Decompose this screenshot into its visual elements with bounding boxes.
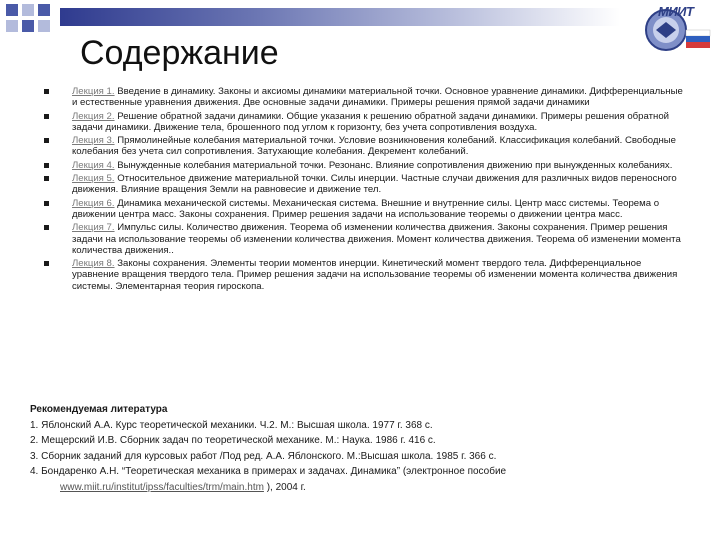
lecture-5-text: Относительное движение материальной точки. Силы инерции. Частные случаи движения для различных видов переносного движения. Влияние вращения Земли на равновесие и движение тел.	[72, 173, 677, 196]
list-item	[38, 198, 688, 220]
lecture-6-text: Динамика механической системы. Механическая система. Внешние и внутренние силы. Центр масс системы. Теорема о движении центра масс. Законы сохранения. Пример решения задачи на использование теоремы о движении центра масс.	[72, 197, 660, 220]
list-item	[38, 135, 688, 157]
literature-item: 3. Сборник заданий для курсовых работ /Под ред. А.А. Яблонского. М.:Высшая школа. 1985 г. 366 с.	[30, 450, 497, 462]
lecture-2-link[interactable]: Лекция 2.	[72, 110, 115, 122]
lecture-3-link[interactable]: Лекция 3.	[72, 135, 115, 147]
lecture-5-link[interactable]: Лекция 5.	[72, 173, 115, 185]
lecture-2-text: Решение обратной задачи динамики. Общие указания к решению обратной задачи динамики. Примеры решения обратной задачи динамики. Движение тела, брошенного под углом к горизонту, без учета сопротивления воздуха.	[72, 110, 670, 133]
bullet-icon	[44, 225, 49, 230]
bullet-icon	[44, 138, 49, 143]
bullet-icon	[44, 114, 49, 119]
literature-item: 4. Бондаренко А.Н. “Теоретическая механика в примерах и задачах. Динамика” (электронное пособие	[30, 466, 507, 477]
lecture-3-text: Прямолинейные колебания материальной точки. Условие возникновения колебаний. Классификация колебаний. Свободные колебания без учета сил сопротивления. Затухающие колебания. Декремент колебаний.	[72, 135, 677, 158]
list-item	[38, 173, 688, 195]
deco-square	[38, 4, 50, 16]
bullet-icon	[44, 261, 49, 266]
lecture-1-link[interactable]: Лекция 1.	[72, 86, 115, 97]
logo-text: МИИТ	[658, 4, 694, 19]
decorative-squares	[0, 0, 60, 40]
lecture-1-text: Введение в динамику. Законы и аксиомы динамики материальной точки. Основное уравнение динамики. Дифференциальные и естественные уравнения движения. Две основные задачи динамики. Примеры решения прямой задачи динамики	[72, 86, 683, 109]
literature-url-link[interactable]: www.miit.ru/institut/ipss/faculties/trm/main.htm	[60, 481, 264, 493]
deco-square	[38, 20, 50, 32]
deco-square	[22, 4, 34, 16]
literature-item: 2. Мещерский И.В. Сборник задач по теоретической механике. М.: Наука. 1986 г. 416 с.	[30, 435, 436, 446]
deco-square	[6, 20, 18, 32]
literature-heading: Рекомендуемая литература	[30, 404, 168, 415]
list-item	[38, 86, 688, 108]
lecture-8-text: Законы сохранения. Элементы теории моментов инерции. Кинетический момент твердого тела. Дифференциальное уравнение вращения твердого тела. Пример решения задачи на использование теоремы об изменении момента количества движения системы. Элементарная теория гироскопа.	[72, 258, 678, 292]
bullet-icon	[44, 201, 49, 206]
list-item	[38, 160, 688, 171]
lecture-4-link[interactable]: Лекция 4.	[72, 159, 115, 171]
bullet-icon	[44, 176, 49, 181]
lecture-7-link[interactable]: Лекция 7.	[72, 222, 115, 234]
list-item	[38, 222, 688, 256]
literature-item: 1. Яблонский А.А. Курс теоретической механики. Ч.2. М.: Высшая школа. 1977 г. 368 с.	[30, 419, 433, 431]
lecture-6-link[interactable]: Лекция 6.	[72, 197, 115, 209]
lecture-7-text: Импульс силы. Количество движения. Теорема об изменении количества движения. Законы сохранения. Пример решения задачи на использование теоремы об изменении количества движения. Момент количества движения. Теорема об изменении момента количества движения..	[72, 222, 681, 256]
deco-square	[22, 20, 34, 32]
literature-link-suffix: ), 2004 г.	[263, 481, 306, 493]
list-item	[38, 111, 688, 133]
bullet-icon	[44, 163, 49, 168]
header-gradient-bar	[60, 8, 620, 26]
page-title: Содержание	[80, 34, 279, 72]
literature-link-line	[30, 480, 700, 496]
literature-section	[30, 402, 700, 495]
deco-square	[6, 4, 18, 16]
lecture-4-text: Вынужденные колебания материальной точки. Резонанс. Влияние сопротивления движению при вынужденных колебаниях.	[114, 159, 673, 171]
contents-list	[38, 86, 688, 294]
bullet-icon	[44, 89, 49, 94]
list-item	[38, 258, 688, 292]
lecture-8-link[interactable]: Лекция 8.	[72, 258, 115, 270]
miit-logo	[640, 0, 718, 56]
